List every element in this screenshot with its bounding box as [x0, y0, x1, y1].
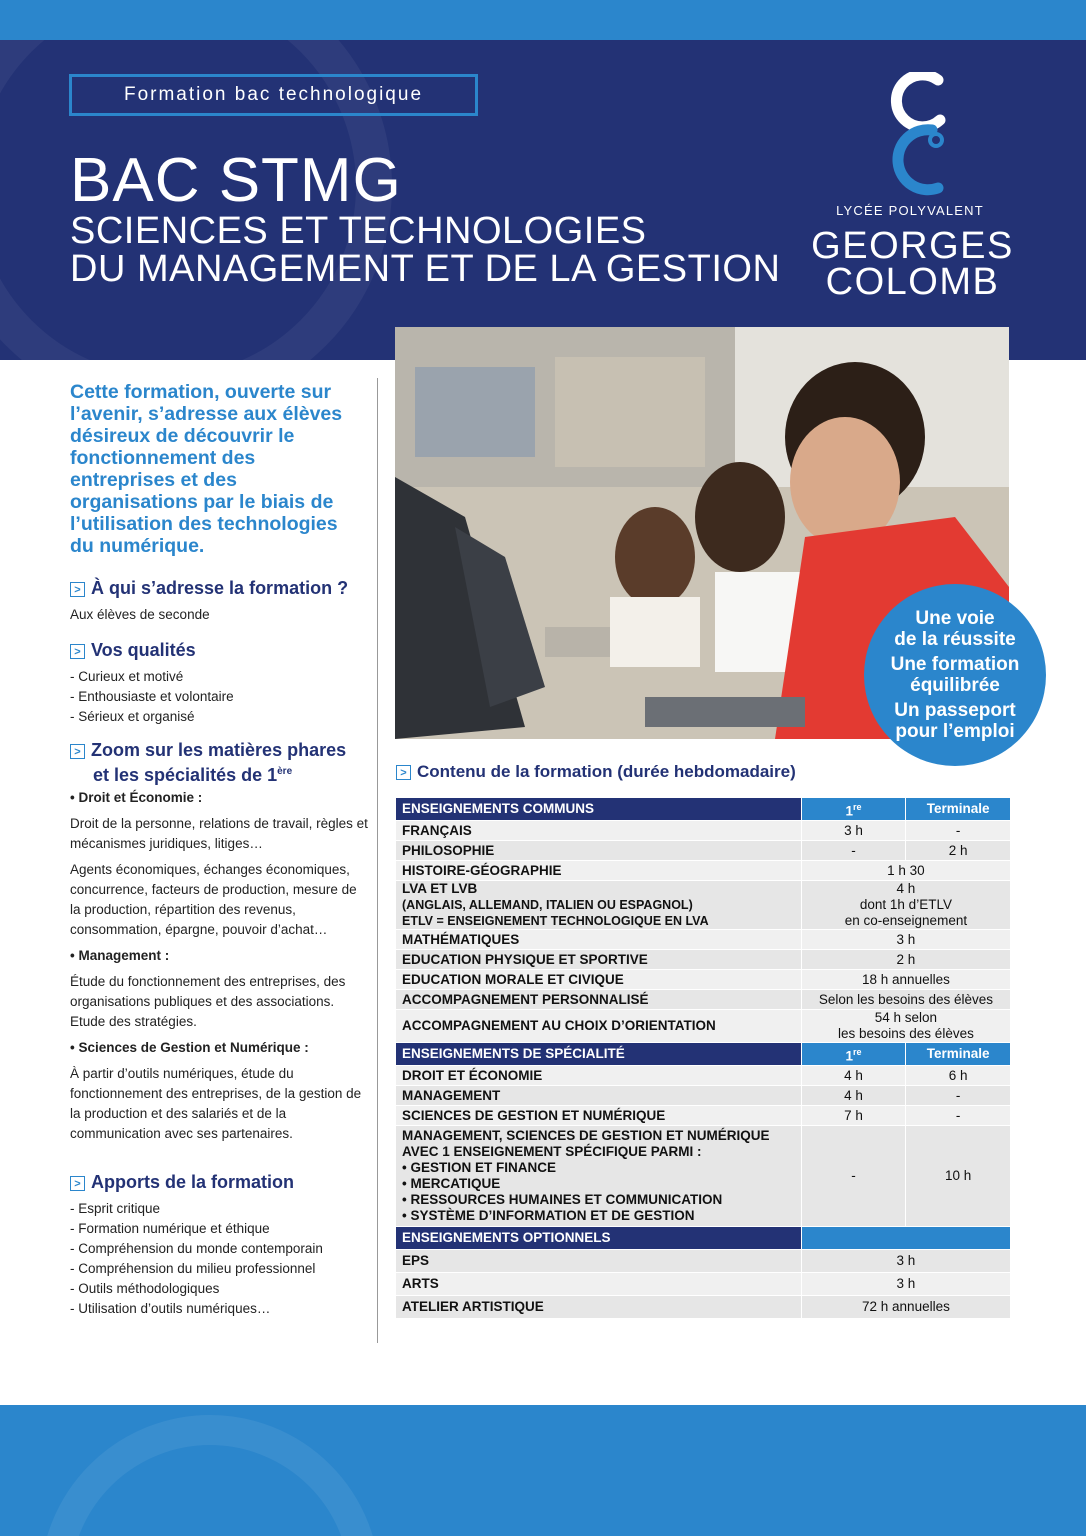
- sgn-text: À partir d’outils numériques, étude du fonctionnement des entreprises, de la gestion de la production et des salariés et de la communication avec ses partenaires.: [70, 1066, 362, 1141]
- list-item: - Utilisation d’outils numériques…: [70, 1301, 271, 1316]
- column-divider: [377, 378, 378, 1343]
- header-cell: Terminale: [906, 798, 1011, 821]
- table-row: ATELIER ARTISTIQUE 72 h annuelles: [396, 1296, 1011, 1319]
- arrow-icon: >: [70, 744, 85, 759]
- table-row: DROIT ET ÉCONOMIE 4 h 6 h: [396, 1066, 1011, 1086]
- decorative-curve: [40, 1415, 380, 1536]
- table-row: EDUCATION MORALE ET CIVIQUE 18 h annuelles: [396, 970, 1011, 990]
- sgn-title: • Sciences de Gestion et Numérique :: [70, 1040, 309, 1055]
- logo-subtitle: LYCÉE POLYVALENT: [836, 203, 984, 218]
- table-header-row: [396, 798, 1011, 821]
- zoom-details: [70, 788, 370, 1150]
- table-row: EDUCATION PHYSIQUE ET SPORTIVE 2 h: [396, 950, 1011, 970]
- page-title: BAC STMG: [70, 146, 402, 215]
- table-header-row: [396, 1043, 1011, 1066]
- droit-text-1: Droit de la personne, relations de travail, règles et mécanismes juridiques, litiges…: [70, 816, 368, 851]
- table-row: ACCOMPAGNEMENT PERSONNALISÉ Selon les besoins des élèves: [396, 990, 1011, 1010]
- management-title: • Management :: [70, 948, 170, 963]
- table-row: PHILOSOPHIE - 2 h: [396, 841, 1011, 861]
- list-item: - Esprit critique: [70, 1201, 161, 1216]
- list-item: - Sérieux et organisé: [70, 709, 195, 724]
- header-cell: 1re: [801, 798, 905, 821]
- logo-name: GEORGES COLOMB: [811, 225, 1014, 303]
- list-item: - Curieux et motivé: [70, 669, 184, 684]
- table-row: ARTS 3 h: [396, 1273, 1011, 1296]
- school-logo-icon: [880, 72, 950, 197]
- table-row: LVA ET LVB (ANGLAIS, ALLEMAND, ITALIEN OU ESPAGNOL) ETLV = ENSEIGNEMENT TECHNOLOGIQUE EN LVA 4 h dont 1h d’ETLV en co-enseignement: [396, 881, 1011, 930]
- arrow-icon: >: [70, 644, 85, 659]
- table-row: MANAGEMENT 4 h -: [396, 1086, 1011, 1106]
- highlights-bubble: Une voie de la réussite Une formation équilibrée Un passeport pour l’emploi: [864, 584, 1046, 766]
- header-cell: ENSEIGNEMENTS COMMUNS: [396, 798, 802, 821]
- table-row: SCIENCES DE GESTION ET NUMÉRIQUE 7 h -: [396, 1106, 1011, 1126]
- section-zoom-title: > Zoom sur les matières phares et les spécialités de 1ère: [70, 740, 346, 786]
- top-band: [0, 0, 1086, 44]
- table-row: ACCOMPAGNEMENT AU CHOIX D’ORIENTATION 54 h selon les besoins des élèves: [396, 1010, 1011, 1043]
- list-item: - Outils méthodologiques: [70, 1281, 220, 1296]
- table-row: HISTOIRE-GÉOGRAPHIE 1 h 30: [396, 861, 1011, 881]
- arrow-icon: >: [70, 582, 85, 597]
- section-qualities-title: > Vos qualités: [70, 640, 196, 661]
- section-audience-title: > À qui s’adresse la formation ?: [70, 578, 348, 599]
- table-row: FRANÇAIS 3 h -: [396, 821, 1011, 841]
- qualities-list: [70, 667, 370, 727]
- table-row: EPS 3 h: [396, 1250, 1011, 1273]
- arrow-icon: >: [396, 765, 411, 780]
- header-cell: [801, 1227, 1010, 1250]
- list-item: - Formation numérique et éthique: [70, 1221, 270, 1236]
- intro-text: Cette formation, ouverte sur l’avenir, s’adresse aux élèves désireux de découvrir le fonctionnement des entreprises et des organisations par le biais de l’utilisation des technologies du numérique.: [70, 381, 343, 557]
- header-cell: 1re: [801, 1043, 905, 1066]
- list-item: - Compréhension du milieu professionnel: [70, 1261, 316, 1276]
- droit-text-2: Agents économiques, échanges économiques, concurrence, facteurs de production, mesure de la production, répartition des revenus, consommation, épargne, pouvoir d’achat…: [70, 862, 357, 937]
- table-title: > Contenu de la formation (durée hebdomadaire): [396, 762, 796, 782]
- section-apports-title: > Apports de la formation: [70, 1172, 294, 1193]
- table-row: MATHÉMATIQUES 3 h: [396, 930, 1011, 950]
- management-text: Étude du fonctionnement des entreprises, des organisations publiques et des associations. Etude des stratégies.: [70, 974, 346, 1029]
- header-cell: ENSEIGNEMENTS DE SPÉCIALITÉ: [396, 1043, 802, 1066]
- droit-title: • Droit et Économie :: [70, 790, 203, 805]
- table-header-row: [396, 1227, 1011, 1250]
- list-item: - Compréhension du monde contemporain: [70, 1241, 323, 1256]
- section-audience-text: Aux élèves de seconde: [70, 607, 210, 622]
- formation-tag: Formation bac technologique: [69, 74, 478, 116]
- footer-band: [0, 1405, 1086, 1536]
- page-subtitle: SCIENCES ET TECHNOLOGIES DU MANAGEMENT ET DE LA GESTION: [70, 210, 781, 290]
- apports-list: [70, 1199, 370, 1319]
- schedule-table: [395, 797, 1011, 1319]
- table-row: MANAGEMENT, SCIENCES DE GESTION ET NUMÉRIQUE AVEC 1 ENSEIGNEMENT SPÉCIFIQUE PARMI : • GESTION ET FINANCE • MERCATIQUE • RESSOURCES HUMAINES ET COMMUNICATION • SYSTÈME D’INFORMATION ET DE GESTION - 10 h: [396, 1126, 1011, 1227]
- arrow-icon: >: [70, 1176, 85, 1191]
- header-cell: Terminale: [906, 1043, 1011, 1066]
- list-item: - Enthousiaste et volontaire: [70, 689, 234, 704]
- header-cell: ENSEIGNEMENTS OPTIONNELS: [396, 1227, 802, 1250]
